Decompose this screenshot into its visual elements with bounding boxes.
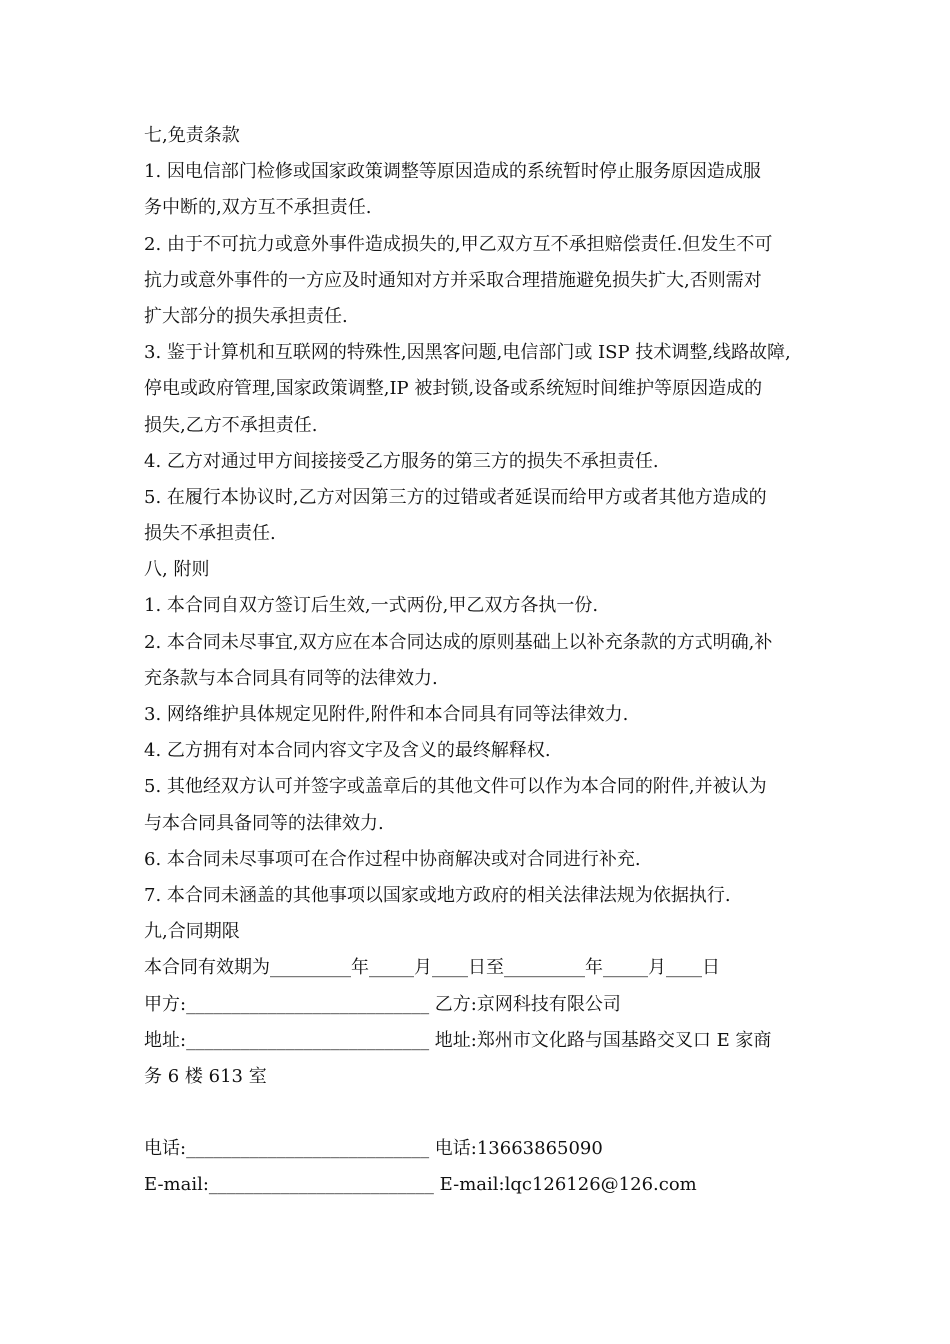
email-line: E-mail:_________________________ E-mail:lqc126126@126.com bbox=[144, 1174, 697, 1196]
clause-text: 损失不承担责任. bbox=[144, 523, 276, 545]
clause-text: 3. 鉴于计算机和互联网的特殊性,因黑客问题,电信部门或 ISP 技术调整,线路故障, bbox=[144, 342, 791, 364]
address-line: 地址:___________________________ 地址:郑州市文化路与国基路交叉口 E 家商 bbox=[144, 1029, 772, 1051]
party-line: 甲方:___________________________ 乙方:京网科技有限公司 bbox=[144, 993, 621, 1015]
address-line-continued: 务 6 楼 613 室 bbox=[144, 1065, 267, 1087]
clause-text: 充条款与本合同具有同等的法律效力. bbox=[144, 667, 438, 689]
clause-text: 1. 本合同自双方签订后生效,一式两份,甲乙双方各执一份. bbox=[144, 595, 599, 617]
phone-line: 电话:___________________________ 电话:13663865090 bbox=[144, 1138, 603, 1160]
validity-period-line: 本合同有效期为_________年_____月____日至_________年_____月____日 bbox=[144, 957, 720, 979]
section-heading-disclaimer: 七,免责条款 bbox=[144, 125, 240, 146]
clause-text: 2. 由于不可抗力或意外事件造成损失的,甲乙双方互不承担赔偿责任.但发生不可 bbox=[144, 233, 773, 255]
clause-text: 1. 因电信部门检修或国家政策调整等原因造成的系统暂时停止服务原因造成服 bbox=[144, 161, 761, 183]
spacer bbox=[144, 1095, 814, 1131]
clause-text: 4. 乙方拥有对本合同内容文字及含义的最终解释权. bbox=[144, 740, 551, 762]
clause-text: 抗力或意外事件的一方应及时通知对方并采取合理措施避免损失扩大,否则需对 bbox=[144, 269, 762, 291]
clause-text: 3. 网络维护具体规定见附件,附件和本合同具有同等法律效力. bbox=[144, 704, 629, 725]
section-heading-term: 九,合同期限 bbox=[144, 921, 240, 943]
clause-text: 停电或政府管理,国家政策调整,IP 被封锁,设备或系统短时间维护等原因造成的 bbox=[144, 378, 763, 400]
clause-text: 7. 本合同未涵盖的其他事项以国家或地方政府的相关法律法规为依据执行. bbox=[144, 884, 731, 906]
clause-text: 5. 其他经双方认可并签字或盖章后的其他文件可以作为本合同的附件,并被认为 bbox=[144, 776, 767, 798]
contract-page bbox=[144, 118, 814, 1204]
clause-text: 扩大部分的损失承担责任. bbox=[144, 305, 348, 327]
clause-text: 6. 本合同未尽事项可在合作过程中协商解决或对合同进行补充. bbox=[144, 848, 641, 870]
clause-text: 5. 在履行本协议时,乙方对因第三方的过错或者延误而给甲方或者其他方造成的 bbox=[144, 486, 767, 508]
clause-text: 损失,乙方不承担责任. bbox=[144, 414, 318, 436]
section-heading-appendix: 八, 附则 bbox=[144, 559, 210, 581]
clause-text: 2. 本合同未尽事宜,双方应在本合同达成的原则基础上以补充条款的方式明确,补 bbox=[144, 631, 773, 653]
clause-text: 4. 乙方对通过甲方间接接受乙方服务的第三方的损失不承担责任. bbox=[144, 450, 659, 472]
clause-text: 与本合同具备同等的法律效力. bbox=[144, 812, 384, 834]
clause-text: 务中断的,双方互不承担责任. bbox=[144, 197, 372, 219]
